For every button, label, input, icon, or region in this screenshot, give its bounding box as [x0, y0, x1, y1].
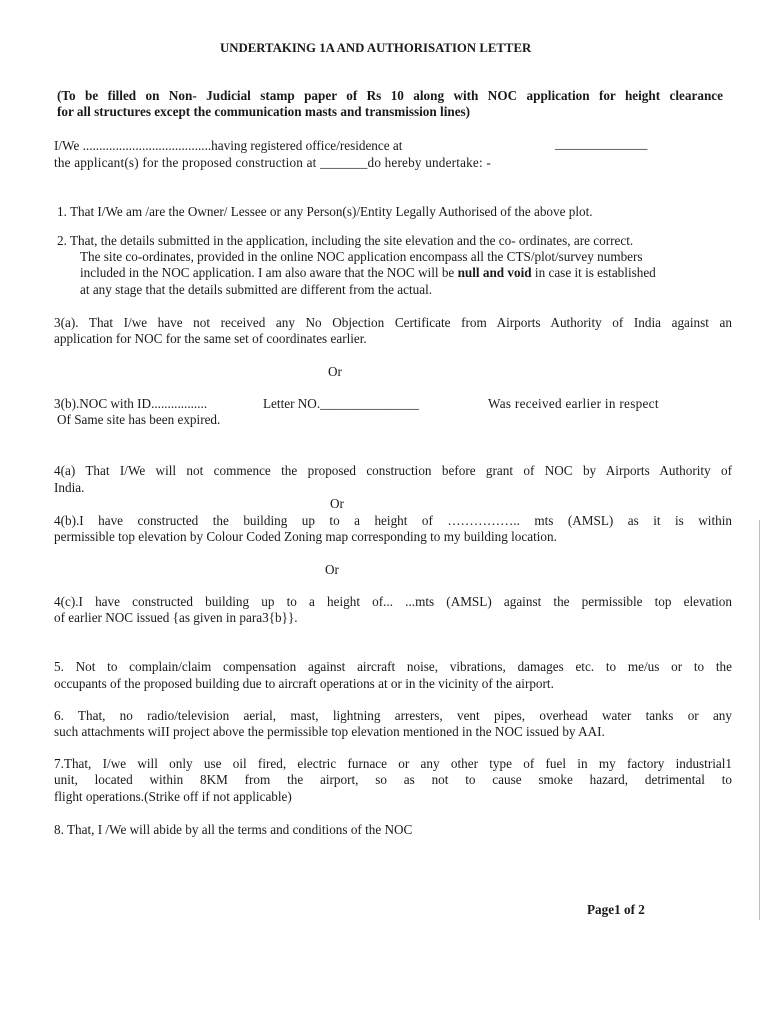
page-number: Page1 of 2 — [587, 902, 645, 917]
clause-4c-line: of earlier NOC issued {as given in para3{b}}. — [54, 610, 298, 625]
clause-4a-line: India. — [54, 480, 85, 495]
page-edge-line — [759, 520, 760, 920]
clause-5-line: occupants of the proposed building due to aircraft operations at or in the vicinity of the airport. — [54, 676, 554, 691]
null-and-void-text: null and void — [457, 265, 532, 280]
clause-7-line: 7.That, I/we will only use oil fired, electric furnace or any other type of fuel in my factory industrial1 — [54, 756, 732, 771]
clause-1: 1. That I/We am /are the Owner/ Lessee or any Person(s)/Entity Legally Authorised of the above plot. — [57, 204, 593, 219]
clause-3b-part: Letter NO._______________ — [263, 396, 420, 411]
clause-4b-line: 4(b).I have constructed the building up to a height of …………….. mts (AMSL) as it is within — [54, 513, 732, 528]
or-separator: Or — [328, 364, 342, 379]
intro-line: the applicant(s) for the proposed construction at _______do hereby undertake: - — [54, 155, 491, 170]
clause-6-line: such attachments wiII project above the permissible top elevation mentioned in the NOC issued by AAI. — [54, 724, 605, 739]
clause-2-line: 2. That, the details submitted in the application, including the site elevation and the co- ordinates, are correct. — [57, 233, 634, 248]
clause-5-line: 5. Not to complain/claim compensation against aircraft noise, vibrations, damages etc. to me/us or to the — [54, 659, 732, 674]
clause-8: 8. That, I /We will abide by all the terms and conditions of the NOC — [54, 822, 413, 837]
or-separator: Or — [325, 562, 339, 577]
instruction-line: for all structures except the communication masts and transmission lines) — [57, 104, 471, 119]
intro-line: I/We .......................................having registered office/residence at — [54, 138, 403, 153]
document-title: UNDERTAKING 1A AND AUTHORISATION LETTER — [220, 41, 532, 55]
clause-3b-part: Was received earlier in respect — [488, 396, 659, 411]
clause-4b-line: permissible top elevation by Colour Coded Zoning map corresponding to my building location. — [54, 529, 557, 544]
clause-3b-line: Of Same site has been expired. — [57, 412, 221, 427]
intro-blank: ______________ — [555, 136, 648, 151]
clause-2-text: in case it is established — [531, 265, 656, 280]
instruction-line: (To be filled on Non- Judicial stamp paper of Rs 10 along with NOC application for height clearance — [57, 88, 723, 103]
clause-3b-part: 3(b).NOC with ID................. — [54, 396, 208, 411]
clause-7-line: flight operations.(Strike off if not applicable) — [54, 789, 292, 804]
clause-2-line: at any stage that the details submitted are different from the actual. — [80, 282, 433, 297]
or-separator: Or — [330, 496, 344, 511]
clause-2-text: included in the NOC application. I am also aware that the NOC will be — [80, 265, 458, 280]
clause-4c-line: 4(c).I have constructed building up to a height of... ...mts (AMSL) against the permissible top elevation — [54, 594, 732, 609]
clause-3a-line: application for NOC for the same set of coordinates earlier. — [54, 331, 367, 346]
clause-6-line: 6. That, no radio/television aerial, mast, lightning arresters, vent pipes, overhead water tanks or any — [54, 708, 732, 723]
clause-7-line: unit, located within 8KM from the airport, so as not to cause smoke hazard, detrimental to — [54, 772, 732, 787]
clause-3a-line: 3(a). That I/we have not received any No Objection Certificate from Airports Authority of India against an — [54, 315, 732, 330]
clause-2-line — [80, 265, 656, 281]
clause-2-line: The site co-ordinates, provided in the online NOC application encompass all the CTS/plot/survey numbers — [80, 249, 643, 264]
clause-4a-line: 4(a) That I/We will not commence the proposed construction before grant of NOC by Airports Authority of — [54, 463, 732, 478]
